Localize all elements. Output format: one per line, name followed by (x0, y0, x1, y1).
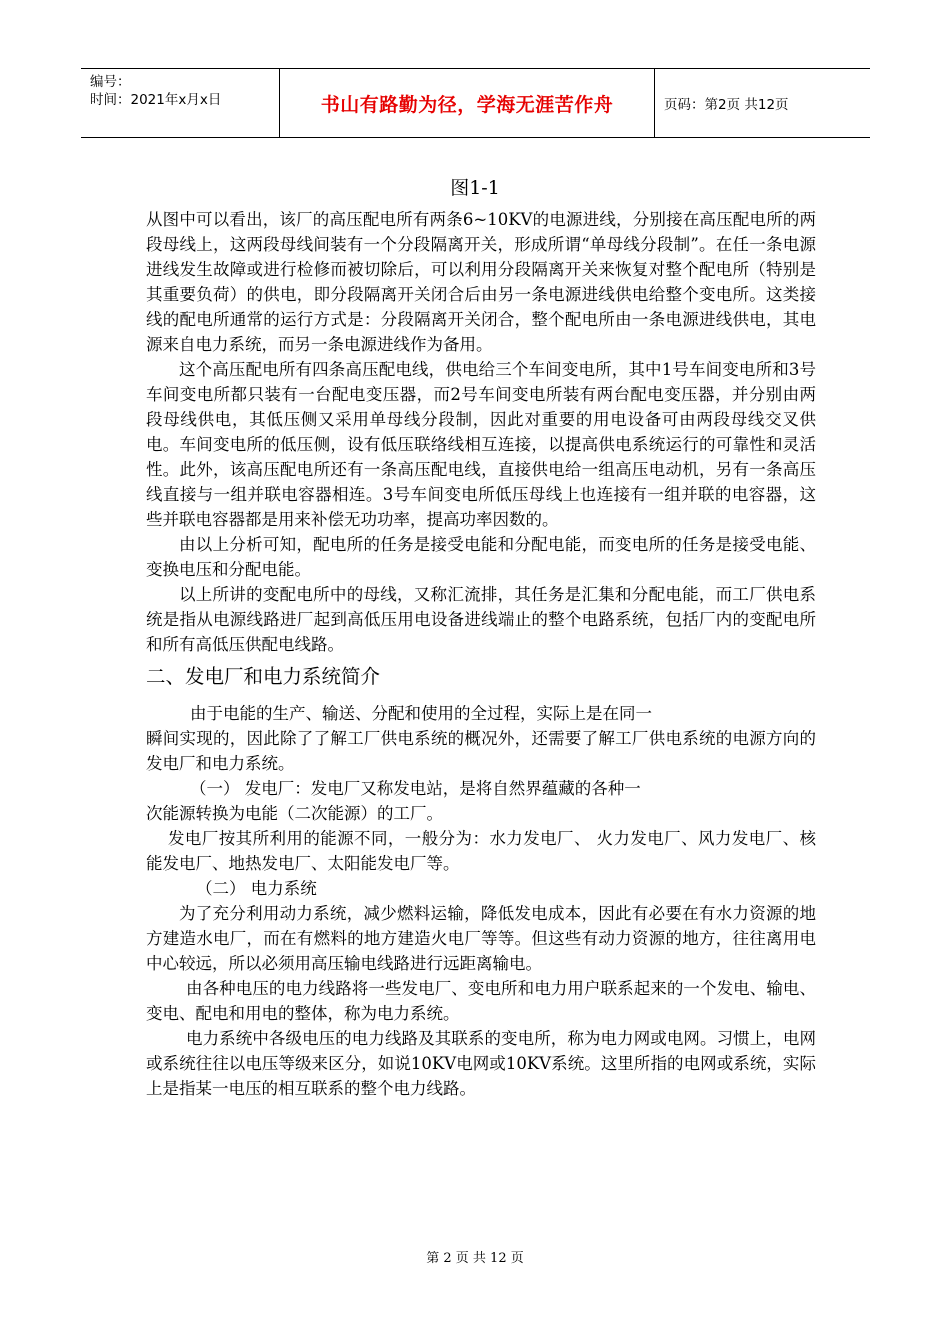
time-label: 时间：2021年x月x日 (90, 92, 222, 108)
paragraph: （一） 发电厂：发电厂又称发电站，是将自然界蕴藏的各种一 (190, 779, 641, 798)
number-label: 编号： (90, 74, 131, 90)
page-footer: 第 2 页 共 12 页 (426, 1251, 524, 1266)
paragraph: 由各种电压的电力线路将一些发电厂、变电所和电力用户联系起来的一个发电、输电、变电、配电和用电的整体，称为电力系统。 (146, 979, 816, 1023)
paragraph: 为了充分利用动力系统，减少燃料运输，降低发电成本，因此有必要在有水力资源的地方建造水电厂，而在有燃料的地方建造火电厂等等。但这些有动力资源的地方，往往离用电中心较远，所以必须用高压输电线路进行远距离输电。 (146, 904, 816, 973)
paragraph: 以上所讲的变配电所中的母线，又称汇流排，其任务是汇集和分配电能，而工厂供电系统是指从电源线路进厂起到高低压用电设备进线端止的整个电路系统，包括厂内的变配电所和所有高低压供配电线路。 (146, 585, 816, 654)
paragraph: 这个高压配电所有四条高压配电线，供电给三个车间变电所，其中1号车间变电所和3号车间变电所都只装有一台配电变压器，而2号车间变电所装有两台配电变压器，并分别由两段母线供电，其低压侧又采用单母线分段制，因此对重要的用电设备可由两段母线交叉供电。车间变电所的低压侧，设有低压联络线相互连接，以提高供电系统运行的可靠性和灵活性。此外，该高压配电所还有一条高压配电线，直接供电给一组高压电动机，另有一条高压线直接与一组并联电容器相连。3号车间变电所低压母线上也连接有一组并联的电容器，这些并联电容器都是用来补偿无功功率，提高功率因数的。 (146, 360, 816, 529)
document-body (146, 207, 816, 1101)
page-info: 页码：第2页 共12页 (664, 97, 789, 113)
subsection-title: （二） 电力系统 (196, 879, 317, 898)
section-title: 二、发电厂和电力系统简介 (146, 665, 381, 688)
paragraph: 发电厂按其所利用的能源不同，一般分为：水力发电厂、 火力发电厂、风力发电厂、核能发电厂、地热发电厂、太阳能发电厂等。 (146, 829, 816, 873)
paragraph: 从图中可以看出，该厂的高压配电所有两条6~10KV的电源进线，分别接在高压配电所的两段母线上，这两段母线间装有一个分段隔离开关，形成所谓“单母线分段制”。在任一条电源进线发生故障或进行检修而被切除后，可以利用分段隔离开关来恢复对整个配电所（特别是其重要负荷）的供电，即分段隔离开关闭合后由另一条电源进线供电给整个变电所。这类接线的配电所通常的运行方式是：分段隔离开关闭合，整个配电所由一条电源进线供电，其电源来自电力系统，而另一条电源进线作为备用。 (146, 210, 816, 354)
figure-caption: 图1-1 (450, 177, 500, 199)
paragraph: 电力系统中各级电压的电力线路及其联系的变电所，称为电力网或电网。习惯上，电网或系统往往以电压等级来区分，如说10KV电网或10KV系统。这里所指的电网或系统，实际上是指某一电压的相互联系的整个电力线路。 (146, 1029, 816, 1098)
motto: 书山有路勤为径，学海无涯苦作舟 (280, 69, 655, 137)
paragraph: 瞬间实现的，因此除了了解工厂供电系统的概况外，还需要了解工厂供电系统的电源方向的发电厂和电力系统。 (146, 729, 816, 773)
paragraph: 由于电能的生产、输送、分配和使用的全过程，实际上是在同一 (190, 704, 652, 723)
header-left-cell (81, 69, 280, 137)
paragraph: 次能源转换为电能（二次能源）的工厂。 (146, 804, 443, 823)
header-right-cell (655, 69, 870, 137)
header-table (81, 68, 870, 138)
paragraph: 由以上分析可知，配电所的任务是接受电能和分配电能，而变电所的任务是接受电能、变换电压和分配电能。 (146, 535, 816, 579)
